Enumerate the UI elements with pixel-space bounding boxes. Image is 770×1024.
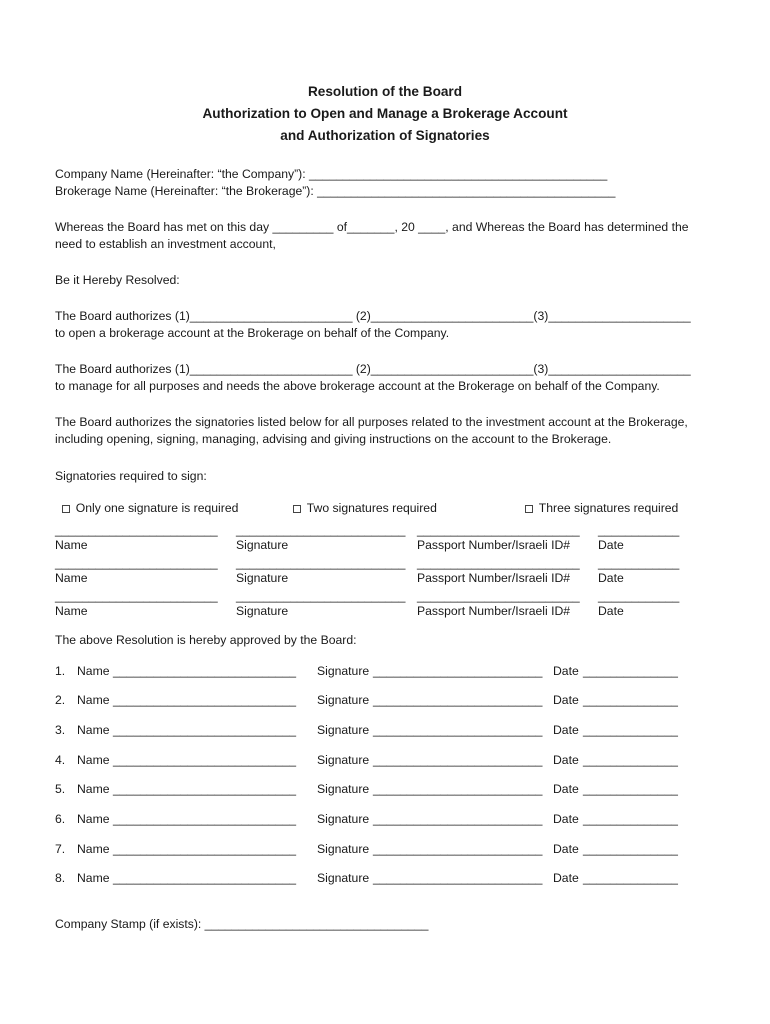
signature-blank[interactable]: _________________________ <box>373 664 543 678</box>
signature-label: Signature <box>236 604 289 618</box>
passport-blank[interactable]: ________________________ <box>417 589 580 603</box>
signatories-paragraph-line-1: The Board authorizes the signatories listed below for all purposes related to the investment account at the Brokerage, <box>55 415 688 429</box>
row-number: 7. <box>55 842 66 856</box>
row-number: 6. <box>55 812 66 826</box>
checkbox-icon[interactable] <box>293 505 301 513</box>
row-number: 8. <box>55 871 66 885</box>
resolved-heading: Be it Hereby Resolved: <box>55 273 180 287</box>
signature-blank[interactable]: _________________________ <box>373 871 543 885</box>
signatories-paragraph-line-2: including opening, signing, managing, advising and giving instructions on the account to the Brokerage. <box>55 432 612 446</box>
name-label: Name <box>77 871 110 885</box>
name-blank[interactable]: ___________________________ <box>113 812 297 826</box>
name-blank[interactable]: ___________________________ <box>113 842 297 856</box>
name-label: Name <box>55 538 88 552</box>
name-blank[interactable]: ________________________ <box>55 556 218 570</box>
name-label: Name <box>77 812 110 826</box>
signature-label: Signature <box>236 571 289 585</box>
date-label: Date <box>553 693 579 707</box>
whereas-line-1[interactable]: Whereas the Board has met on this day _________ of_______, 20 ____, and Whereas the Board has determined the <box>55 220 689 234</box>
date-blank[interactable]: ______________ <box>583 812 678 826</box>
signature-label: Signature <box>317 812 370 826</box>
row-number: 3. <box>55 723 66 737</box>
name-blank[interactable]: ________________________ <box>55 589 218 603</box>
document-title: Resolution of the Board <box>307 84 463 99</box>
name-blank[interactable]: ___________________________ <box>113 664 297 678</box>
name-blank[interactable]: ___________________________ <box>113 871 297 885</box>
passport-blank[interactable]: ________________________ <box>417 556 580 570</box>
date-label: Date <box>553 842 579 856</box>
document-subtitle: Authorization to Open and Manage a Brokerage Account <box>202 106 568 121</box>
passport-label: Passport Number/Israeli ID# <box>417 604 571 618</box>
date-blank[interactable]: ______________ <box>583 871 678 885</box>
signature-blank[interactable]: _________________________ <box>236 556 406 570</box>
name-blank[interactable]: ___________________________ <box>113 782 297 796</box>
signature-blank[interactable]: _________________________ <box>373 693 543 707</box>
date-blank[interactable]: ______________ <box>583 782 678 796</box>
date-blank[interactable]: ____________ <box>598 589 680 603</box>
option-three-signatures[interactable] <box>518 486 678 516</box>
company-name-field[interactable]: Company Name (Hereinafter: “the Company”): ____________________________________________ <box>55 167 608 181</box>
name-label: Name <box>55 571 88 585</box>
option-label: Two signatures required <box>306 501 437 515</box>
date-label: Date <box>553 812 579 826</box>
signature-blank[interactable]: _________________________ <box>373 842 543 856</box>
date-blank[interactable]: ____________ <box>598 523 680 537</box>
row-number: 5. <box>55 782 66 796</box>
name-blank[interactable]: ________________________ <box>55 523 218 537</box>
signature-blank[interactable]: _________________________ <box>373 723 543 737</box>
signatories-required-label: Signatories required to sign: <box>55 469 207 483</box>
date-label: Date <box>598 571 624 585</box>
document-subtitle-2: and Authorization of Signatories <box>280 128 490 143</box>
date-blank[interactable]: ______________ <box>583 753 678 767</box>
passport-label: Passport Number/Israeli ID# <box>417 571 571 585</box>
authorize-open-text: to open a brokerage account at the Brokerage on behalf of the Company. <box>55 326 450 340</box>
date-blank[interactable]: ______________ <box>583 842 678 856</box>
checkbox-icon[interactable] <box>525 505 533 513</box>
name-label: Name <box>77 664 110 678</box>
signature-blank[interactable]: _________________________ <box>373 812 543 826</box>
date-blank[interactable]: ______________ <box>583 664 678 678</box>
name-blank[interactable]: ___________________________ <box>113 753 297 767</box>
date-label: Date <box>553 723 579 737</box>
date-label: Date <box>553 753 579 767</box>
date-label: Date <box>553 782 579 796</box>
date-blank[interactable]: ______________ <box>583 693 678 707</box>
signature-label: Signature <box>317 664 370 678</box>
signature-label: Signature <box>317 871 370 885</box>
name-blank[interactable]: ___________________________ <box>113 723 297 737</box>
approval-intro: The above Resolution is hereby approved by the Board: <box>55 633 357 647</box>
row-number: 2. <box>55 693 66 707</box>
checkbox-icon[interactable] <box>62 505 70 513</box>
authorize-open-fields[interactable]: The Board authorizes (1)________________________ (2)________________________(3)_____________________ <box>55 309 691 323</box>
date-label: Date <box>553 664 579 678</box>
option-label: Three signatures required <box>538 501 679 515</box>
brokerage-name-field[interactable]: Brokerage Name (Hereinafter: “the Brokerage”): ____________________________________________ <box>55 184 616 198</box>
row-number: 4. <box>55 753 66 767</box>
signature-blank[interactable]: _________________________ <box>373 753 543 767</box>
signature-label: Signature <box>317 782 370 796</box>
name-label: Name <box>55 604 88 618</box>
date-blank[interactable]: ____________ <box>598 556 680 570</box>
date-blank[interactable]: ______________ <box>583 723 678 737</box>
date-label: Date <box>598 538 624 552</box>
name-label: Name <box>77 782 110 796</box>
signature-blank[interactable]: _________________________ <box>236 523 406 537</box>
authorize-manage-text: to manage for all purposes and needs the above brokerage account at the Brokerage on behalf of the Company. <box>55 379 660 393</box>
name-label: Name <box>77 693 110 707</box>
passport-label: Passport Number/Israeli ID# <box>417 538 571 552</box>
signature-label: Signature <box>317 693 370 707</box>
signature-label: Signature <box>317 842 370 856</box>
row-number: 1. <box>55 664 66 678</box>
signature-label: Signature <box>317 753 370 767</box>
authorize-manage-fields[interactable]: The Board authorizes (1)________________________ (2)________________________(3)_____________________ <box>55 362 691 376</box>
signature-label: Signature <box>236 538 289 552</box>
company-stamp-field[interactable]: Company Stamp (if exists): _________________________________ <box>55 917 429 931</box>
name-label: Name <box>77 753 110 767</box>
name-label: Name <box>77 723 110 737</box>
whereas-line-2: need to establish an investment account, <box>55 237 276 251</box>
date-label: Date <box>598 604 624 618</box>
signature-blank[interactable]: _________________________ <box>236 589 406 603</box>
signature-blank[interactable]: _________________________ <box>373 782 543 796</box>
option-label: Only one signature is required <box>75 501 239 515</box>
name-label: Name <box>77 842 110 856</box>
date-label: Date <box>553 871 579 885</box>
name-blank[interactable]: ___________________________ <box>113 693 297 707</box>
signature-label: Signature <box>317 723 370 737</box>
option-two-signatures[interactable] <box>286 486 437 516</box>
passport-blank[interactable]: ________________________ <box>417 523 580 537</box>
option-one-signature[interactable] <box>55 486 238 516</box>
